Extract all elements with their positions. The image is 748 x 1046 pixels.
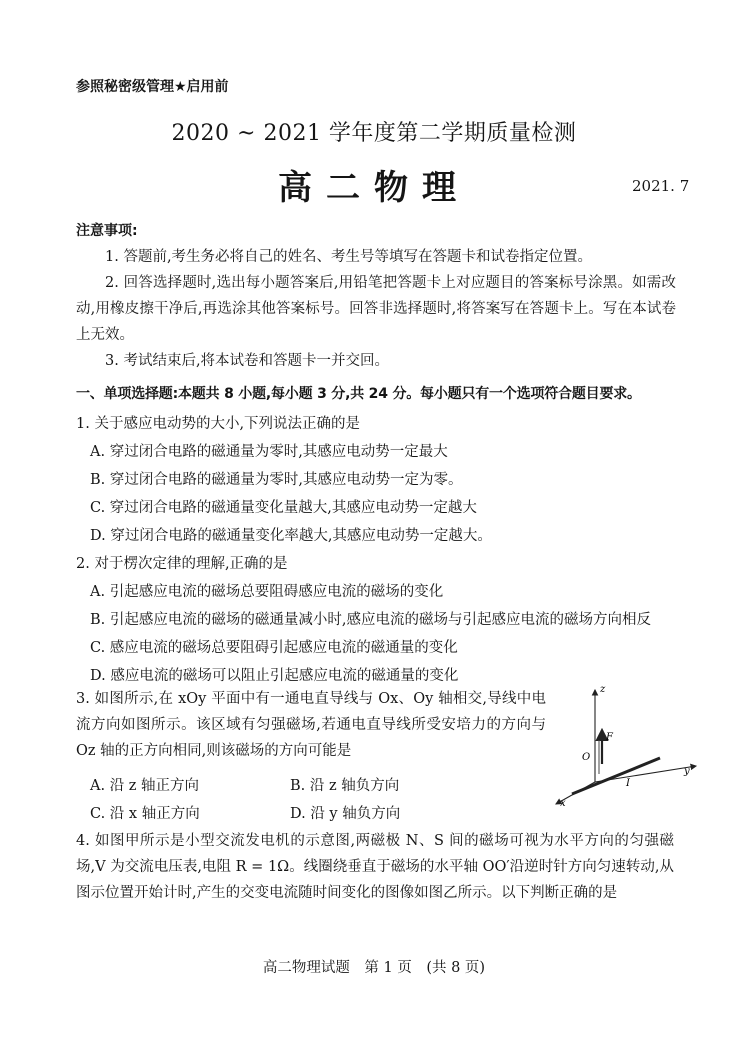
current-wire [572, 758, 660, 794]
subject-title: 高二物理 [278, 168, 470, 208]
force-label: F [606, 732, 613, 743]
exam-date: 2021. 7 [632, 177, 690, 195]
origin-label: O [582, 752, 591, 763]
question-1-option-a: A. 穿过闭合电路的磁通量为零时,其感应电动势一定最大 [90, 444, 448, 460]
question-2-option-a: A. 引起感应电流的磁场总要阻碍感应电流的磁场的变化 [90, 584, 444, 600]
question-1-option-c: C. 穿过闭合电路的磁通量变化量越大,其感应电动势一定越大 [90, 500, 477, 516]
question-2-option-c: C. 感应电流的磁场总要阻碍引起感应电流的磁通量的变化 [90, 640, 458, 656]
notice-heading: 注意事项: [76, 223, 138, 239]
notice-item-2: 2. 回答选择题时,选出每小题答案后,用铅笔把答题卡上对应题目的答案标号涂黑。如需改动,用橡皮擦干净后,再选涂其他答案标号。回答非选择题时,将答案写在答题卡上。写在本试卷上无效。 [76, 275, 676, 343]
question-3-option-c: C. 沿 x 轴正方向 [90, 806, 200, 822]
question-2-stem: 2. 对于楞次定律的理解,正确的是 [76, 556, 288, 572]
question-2-option-b: B. 引起感应电流的磁场的磁通量减小时,感应电流的磁场与引起感应电流的磁场方向相反 [90, 612, 651, 628]
current-label: I [626, 778, 630, 789]
question-3-figure [550, 684, 700, 810]
x-axis-label: x [560, 798, 566, 809]
question-1-option-b: B. 穿过闭合电路的磁通量为零时,其感应电动势一定为零。 [90, 472, 463, 488]
y-axis-label: y [684, 766, 690, 777]
notice-item-3: 3. 考试结束后,将本试卷和答题卡一并交回。 [105, 353, 390, 369]
question-4-stem: 4. 如图甲所示是小型交流发电机的示意图,两磁极 N、S 间的磁场可视为水平方向的匀强磁场,V 为交流电压表,电阻 R = 1Ω。线圈绕垂直于磁场的水平轴 OO′沿逆时针方向匀速转动,从图示位置开始计时,产生的交变电流随时间变化的图像如图乙所示。以下判断正确的是 [76, 833, 674, 901]
exam-title: 2020 ~ 2021 学年度第二学期质量检测 [171, 121, 577, 146]
question-1-option-d: D. 穿过闭合电路的磁通量变化率越大,其感应电动势一定越大。 [90, 528, 492, 544]
question-2-option-d: D. 感应电流的磁场可以阻止引起感应电流的磁通量的变化 [90, 668, 459, 684]
notice-item-1: 1. 答题前,考生务必将自己的姓名、考生号等填写在答题卡和试卷指定位置。 [105, 249, 593, 265]
question-3-option-a: A. 沿 z 轴正方向 [90, 778, 200, 794]
question-3-option-d: D. 沿 y 轴负方向 [290, 806, 401, 822]
z-axis-label: z [600, 684, 606, 695]
question-3-option-b: B. 沿 z 轴负方向 [290, 778, 400, 794]
secret-level-label: 参照秘密级管理★启用前 [76, 79, 229, 95]
question-3-stem: 3. 如图所示,在 xOy 平面中有一通电直导线与 Ox、Oy 轴相交,导线中电流方向如图所示。该区域有匀强磁场,若通电直导线所受安培力的方向与 Oz 轴的正方向相同,则该磁场的方向可能是 [76, 691, 546, 759]
section-heading: 一、单项选择题:本题共 8 小题,每小题 3 分,共 24 分。每小题只有一个选项符合题目要求。 [76, 386, 641, 402]
question-1-stem: 1. 关于感应电动势的大小,下列说法正确的是 [76, 416, 361, 432]
page-footer: 高二物理试题 第 1 页 (共 8 页) [262, 960, 486, 976]
